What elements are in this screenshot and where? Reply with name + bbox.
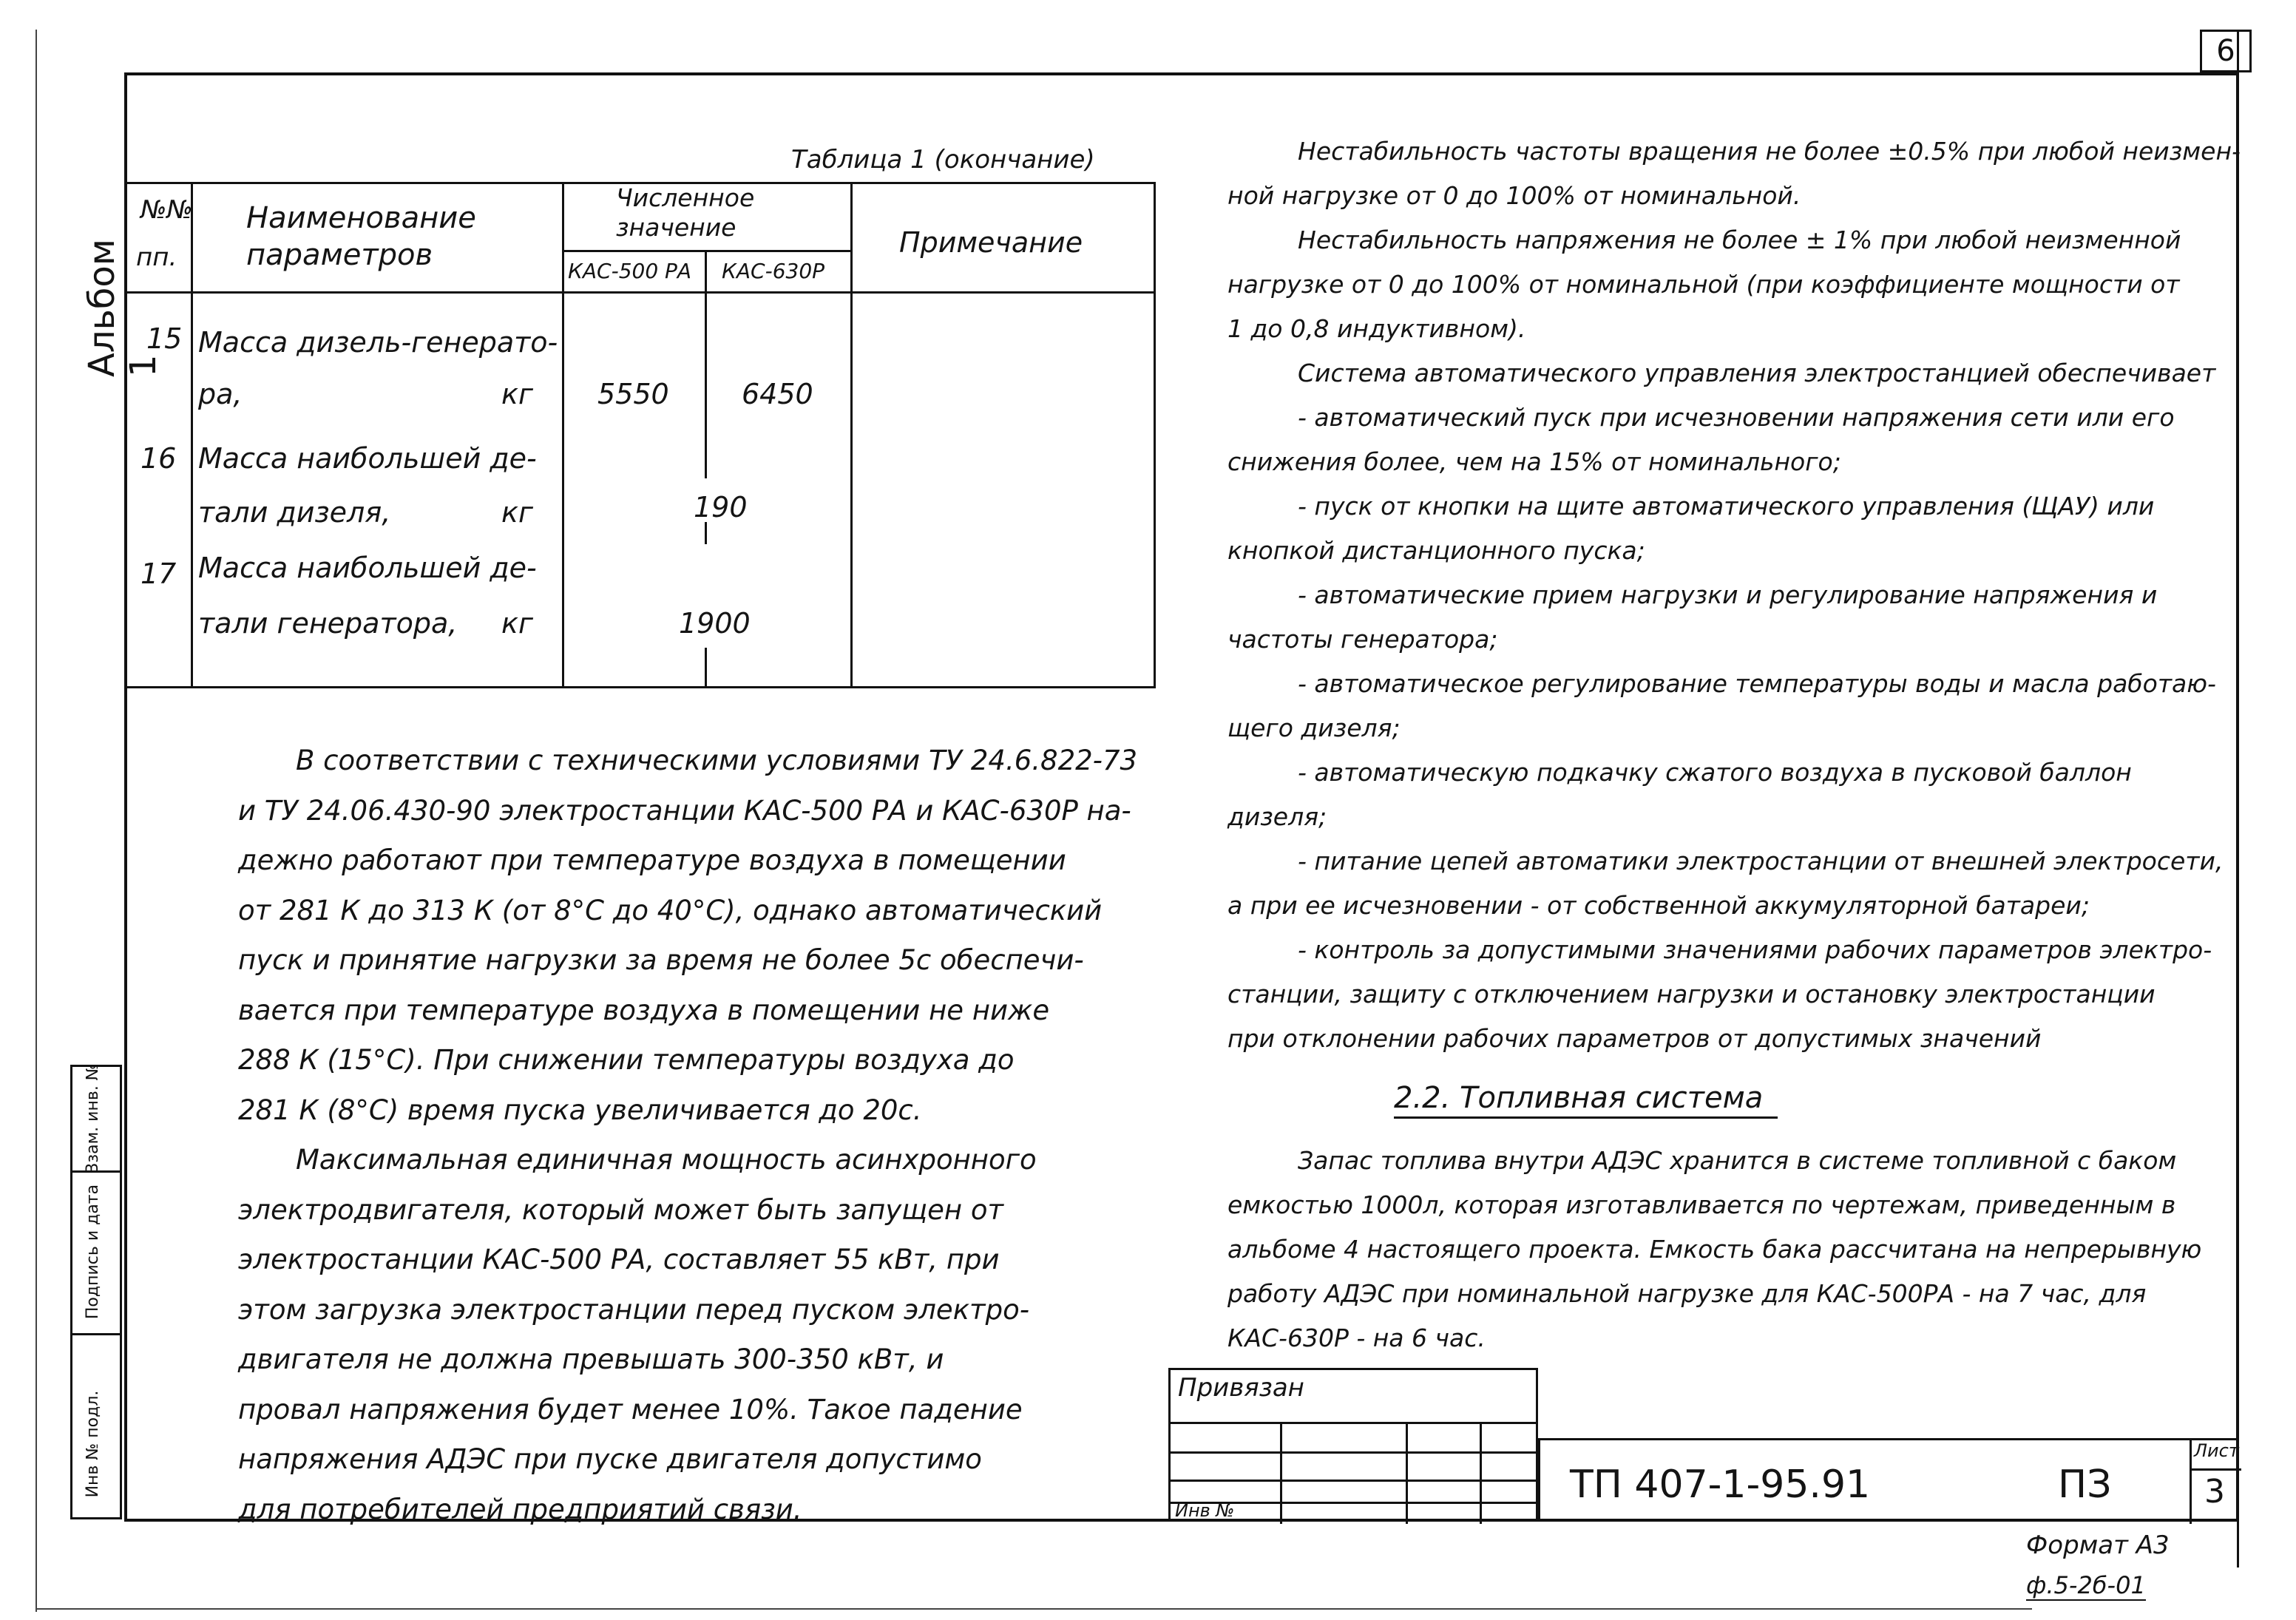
text-line: - автоматический пуск при исчезновении напряжения сети или его	[1298, 403, 2175, 432]
stamp-replace-label: Взам. инв. №	[84, 1063, 102, 1174]
table-bottom-line	[124, 686, 1156, 688]
text-line: кнопкой дистанционного пуска;	[1227, 536, 1645, 565]
bound-row-line-2	[1171, 1451, 1538, 1454]
stamp-sign-label: Подпись и дата	[84, 1184, 102, 1320]
table-col-line-5	[1154, 182, 1156, 688]
bound-col-line-2	[1406, 1422, 1408, 1524]
row15-name-1: Масса дизель-генерато-	[198, 326, 558, 359]
text-line: частоты генератора;	[1227, 625, 1498, 654]
text-line: снижения более, чем на 15% от номинального;	[1227, 447, 1841, 476]
text-line: Нестабильность частоты вращения не более ±0.5% при любой неизмен-	[1298, 137, 2241, 166]
table-col-line-2	[562, 182, 564, 688]
text-line: 281 К (8°С) время пуска увеличивается до 20с.	[238, 1094, 922, 1126]
page-number: 6	[2216, 34, 2235, 68]
sheet-row-line	[2190, 1468, 2241, 1471]
text-line: электростанции КАС-500 РА, составляет 55 кВт, при	[238, 1244, 1000, 1275]
text-line: этом загрузка электростанции перед пуском электро-	[238, 1293, 1030, 1326]
header-values-2: значение	[616, 213, 736, 242]
row16-value: 190	[694, 491, 748, 523]
header-num-1: №№	[140, 195, 193, 225]
text-line: В соответствии с техническими условиями ТУ 24.6.822-73	[296, 745, 1138, 776]
left-frame-line	[35, 30, 37, 1612]
table-header-bottom-line	[124, 291, 1156, 294]
row16-name-1: Масса наибольшей де-	[198, 442, 537, 475]
text-line: щего дизеля;	[1227, 714, 1401, 742]
text-line: - пуск от кнопки на щите автоматического управления (ЩАУ) или	[1298, 492, 2155, 521]
row15-kas630: 6450	[742, 378, 813, 410]
header-kas500: КАС-500 РА	[568, 259, 692, 283]
text-line: нагрузке от 0 до 100% от номинальной (при коэффициенте мощности от	[1227, 270, 2180, 299]
header-note: Примечание	[899, 226, 1083, 259]
row17-num: 17	[140, 557, 177, 590]
doc-code: ТП 407-1-95.91	[1570, 1463, 1871, 1507]
right-text-block	[1227, 129, 2241, 1061]
sheet-label: Лист	[2194, 1440, 2239, 1461]
bound-col-line-1	[1280, 1422, 1282, 1524]
sidebar-stamp	[70, 1065, 122, 1519]
bound-row-line-3	[1171, 1480, 1538, 1482]
row15-name-2: ра,	[198, 378, 243, 410]
text-line: 1 до 0,8 индуктивном).	[1227, 314, 1526, 343]
text-line: КАС-630Р - на 6 час.	[1227, 1324, 1486, 1352]
bound-col-line-3	[1480, 1422, 1482, 1524]
bound-label: Привязан	[1178, 1373, 1304, 1403]
fuel-text-block	[1227, 1139, 2201, 1360]
row16-name-2: тали дизеля,	[198, 496, 391, 529]
value-separator-short	[705, 294, 707, 478]
album-label: Альбом 1	[81, 239, 164, 377]
section-title-fuel-system: 2.2. Топливная система	[1394, 1081, 1778, 1119]
text-line: двигателя не должна превышать 300-350 кВт, и	[238, 1343, 944, 1375]
inv-label: Инв №	[1175, 1500, 1235, 1521]
sheet-col-line	[2190, 1440, 2192, 1524]
text-line: от 281 К до 313 К (от 8°С до 40°С), однако автоматический	[238, 894, 1103, 926]
left-paragraph-2	[238, 1135, 1037, 1534]
header-kas630: КАС-630Р	[722, 259, 825, 283]
bound-stamp	[1168, 1368, 1538, 1522]
bound-row-line-1	[1171, 1422, 1538, 1424]
header-num-2: пп.	[136, 243, 177, 272]
row17-unit: кг	[501, 607, 533, 640]
text-line: Максимальная единичная мощность асинхронного	[296, 1144, 1037, 1176]
text-line: электродвигателя, который может быть запущен от	[238, 1193, 1004, 1226]
text-line: пуск и принятие нагрузки за время не более 5с обеспечи-	[238, 944, 1084, 976]
form-code: ф.5-2б-01	[2026, 1571, 2146, 1599]
value-separator-tick-17	[705, 648, 707, 686]
text-line: провал напряжения будет менее 10%. Такое падение	[238, 1393, 1023, 1426]
left-paragraph-1	[238, 736, 1137, 1135]
text-line: Система автоматического управления электростанцией обеспечивает	[1298, 359, 2216, 387]
row15-num: 15	[146, 322, 183, 355]
row17-name-1: Масса наибольшей де-	[198, 552, 537, 584]
text-line: станции, защиту с отключением нагрузки и остановку электростанции	[1227, 980, 2156, 1009]
text-line: напряжения АДЭС при пуске двигателя допустимо	[238, 1443, 982, 1475]
text-line: при отклонении рабочих параметров от допустимых значений	[1227, 1024, 2042, 1053]
text-line: вается при температуре воздуха в помещении не ниже	[238, 994, 1050, 1026]
bottom-frame-line	[35, 1608, 2032, 1610]
value-separator-tick-16	[705, 522, 707, 544]
row15-kas500: 5550	[597, 378, 669, 410]
text-line: 288 К (15°С). При снижении температуры воздуха до	[238, 1044, 1015, 1076]
table-values-subline	[562, 250, 850, 252]
text-line: ной нагрузке от 0 до 100% от номинальной.	[1227, 181, 1801, 210]
row16-unit: кг	[501, 496, 533, 529]
title-block-main	[1538, 1438, 2239, 1522]
text-line: Запас топлива внутри АДЭС хранится в системе топливной с баком	[1298, 1146, 2177, 1175]
row16-num: 16	[140, 442, 177, 475]
text-line: емкостью 1000л, которая изготавливается по чертежам, приведенным в	[1227, 1190, 2176, 1219]
row15-unit: кг	[501, 378, 533, 410]
header-values-1: Численное	[616, 183, 755, 212]
text-line: - автоматические прием нагрузки и регулирование напряжения и	[1298, 580, 2158, 609]
page-number-box	[2200, 30, 2252, 72]
text-line: - контроль за допустимыми значениями рабочих параметров электро-	[1298, 935, 2212, 964]
header-name-2: параметров	[246, 238, 433, 272]
text-line: Нестабильность напряжения не более ± 1% при любой неизменной	[1298, 226, 2181, 254]
text-line: работу АДЭС при номинальной нагрузке для КАС-500РА - на 7 час, для	[1227, 1279, 2147, 1308]
text-line: и ТУ 24.06.430-90 электростанции КАС-500 РА и КАС-630Р на-	[238, 794, 1131, 827]
section-code: ПЗ	[2058, 1463, 2112, 1507]
text-line: дизеля;	[1227, 802, 1327, 831]
text-line: - автоматическую подкачку сжатого воздуха в пусковой баллон	[1298, 758, 2132, 787]
sheet-number: 3	[2204, 1473, 2225, 1511]
text-line: - автоматическое регулирование температуры воды и масла работаю-	[1298, 669, 2216, 698]
table-col-line-3	[705, 252, 707, 294]
text-line: для потребителей предприятий связи.	[238, 1493, 802, 1525]
format-label: Формат А3	[2026, 1531, 2170, 1560]
header-name-1: Наименование	[246, 201, 476, 235]
text-line: альбоме 4 настоящего проекта. Емкость бака рассчитана на непрерывную	[1227, 1235, 2202, 1264]
params-table	[124, 182, 1156, 688]
table-caption: Таблица 1 (окончание)	[791, 145, 1095, 174]
stamp-inv-label: Инв № подл.	[84, 1390, 102, 1498]
text-line: а при ее исчезновении - от собственной аккумуляторной батареи;	[1227, 891, 2090, 920]
table-col-line-4	[850, 182, 853, 688]
text-line: - питание цепей автоматики электростанции от внешней электросети,	[1298, 847, 2224, 875]
table-col-line-1	[191, 182, 193, 688]
stamp-divider-2	[72, 1333, 120, 1335]
row17-name-2: тали генератора,	[198, 607, 458, 640]
row17-value: 1900	[679, 607, 751, 640]
text-line: дежно работают при температуре воздуха в помещении	[238, 844, 1066, 876]
